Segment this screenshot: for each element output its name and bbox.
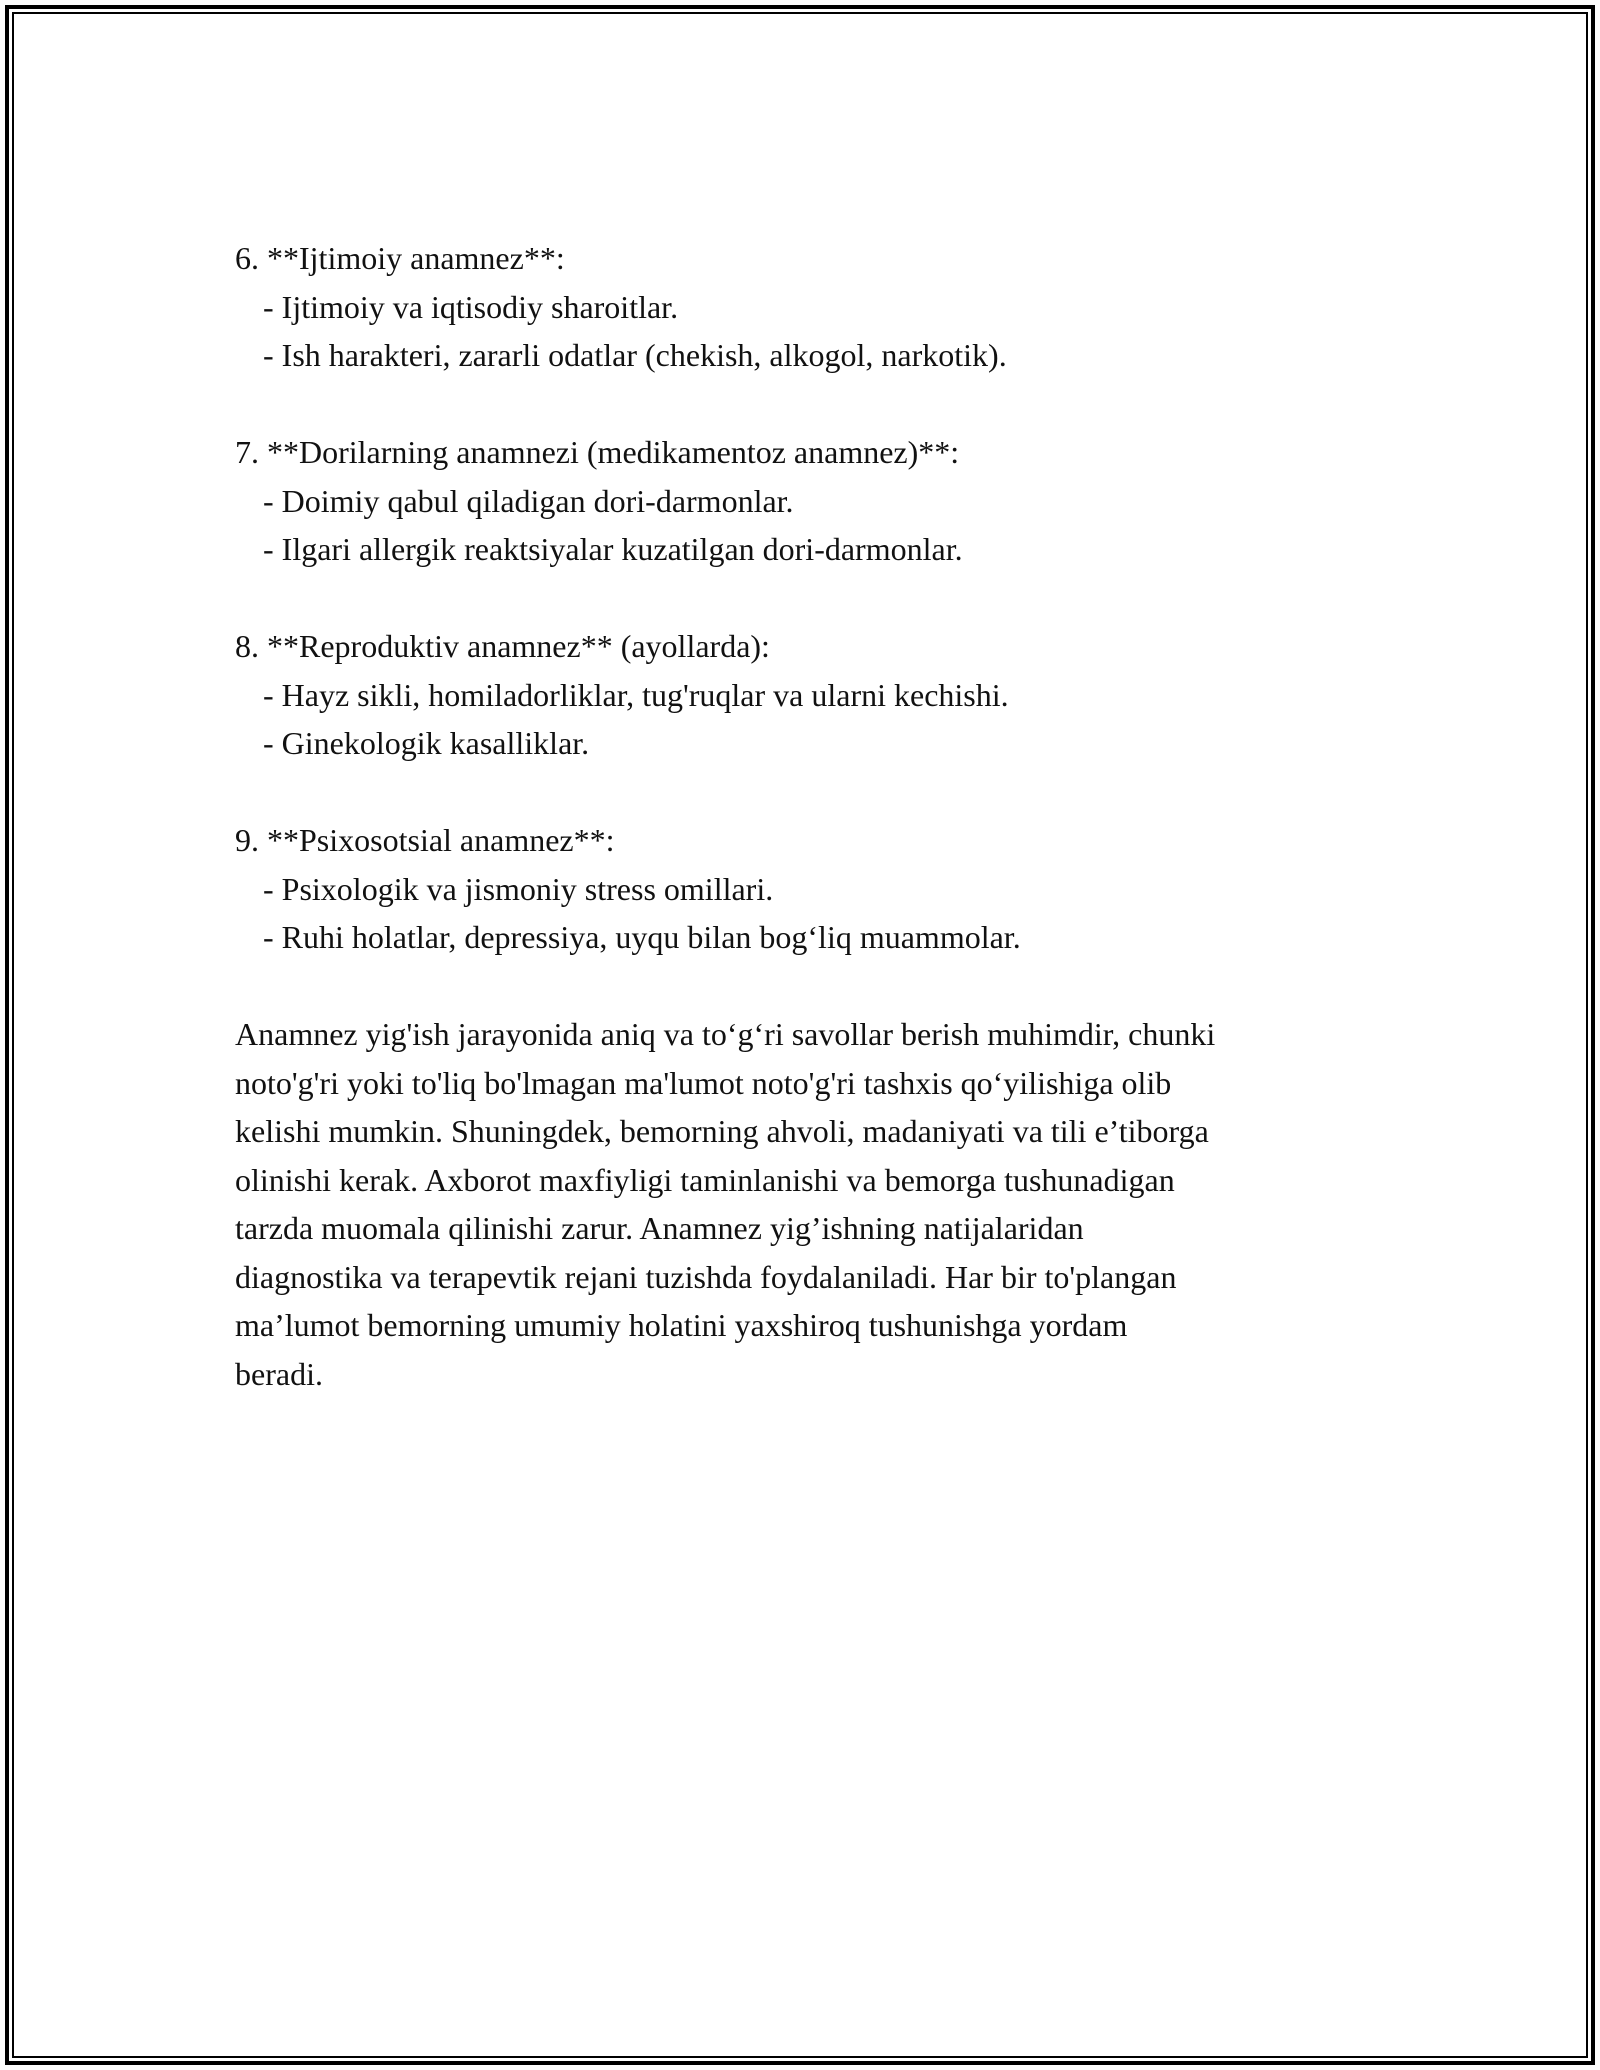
list-item: - Hayz sikli, homiladorliklar, tug'ruqlar va ularni kechishi. xyxy=(263,676,1009,713)
paragraph-line: tarzda muomala qilinishi zarur. Anamnez yig’ishning natijalaridan xyxy=(235,1210,1084,1246)
list-item: - Ginekologik kasalliklar. xyxy=(263,725,590,761)
paragraph-line: Anamnez yig'ish jarayonida aniq va to‘g‘ri savollar berish muhimdir, chunki xyxy=(235,1016,1216,1052)
list-item: - Ish harakteri, zararli odatlar (chekish, alkogol, narkotik). xyxy=(263,337,1007,373)
section-heading: 9. **Psixosotsial anamnez**: xyxy=(235,822,615,858)
paragraph-line: ma’lumot bemorning umumiy holatini yaxshiroq tushunishga yordam xyxy=(235,1307,1128,1343)
document-body xyxy=(235,234,1375,1398)
section-reproductive-anamnesis xyxy=(235,622,1375,768)
list-item: - Doimiy qabul qiladigan dori-darmonlar. xyxy=(263,482,794,519)
paragraph-line: beradi. xyxy=(235,1355,323,1392)
section-heading: 7. **Dorilarning anamnezi (medikamentoz anamnez)**: xyxy=(235,434,960,470)
closing-paragraph xyxy=(235,1010,1375,1398)
section-heading: 6. **Ijtimoiy anamnez**: xyxy=(235,240,565,276)
paragraph-line: diagnostika va terapevtik rejani tuzishda foydalaniladi. Har bir to'plangan xyxy=(235,1258,1177,1295)
list-item: - Ijtimoiy va iqtisodiy sharoitlar. xyxy=(263,288,679,325)
section-psychosocial-anamnesis xyxy=(235,816,1375,962)
paragraph-line: olinishi kerak. Axborot maxfiyligi taminlanishi va bemorga tushunadigan xyxy=(235,1161,1175,1198)
paragraph-line: noto'g'ri yoki to'liq bo'lmagan ma'lumot noto'g'ri tashxis qo‘yilishiga olib xyxy=(235,1064,1172,1101)
list-item: - Ruhi holatlar, depressiya, uyqu bilan bog‘liq muammolar. xyxy=(263,919,1021,955)
section-social-anamnesis xyxy=(235,234,1375,380)
list-item: - Ilgari allergik reaktsiyalar kuzatilgan dori-darmonlar. xyxy=(263,531,963,567)
list-item: - Psixologik va jismoniy stress omillari. xyxy=(263,870,774,907)
section-medication-anamnesis xyxy=(235,428,1375,574)
paragraph-line: kelishi mumkin. Shuningdek, bemorning ahvoli, madaniyati va tili e’tiborga xyxy=(235,1113,1209,1149)
section-heading: 8. **Reproduktiv anamnez** (ayollarda): xyxy=(235,628,770,664)
